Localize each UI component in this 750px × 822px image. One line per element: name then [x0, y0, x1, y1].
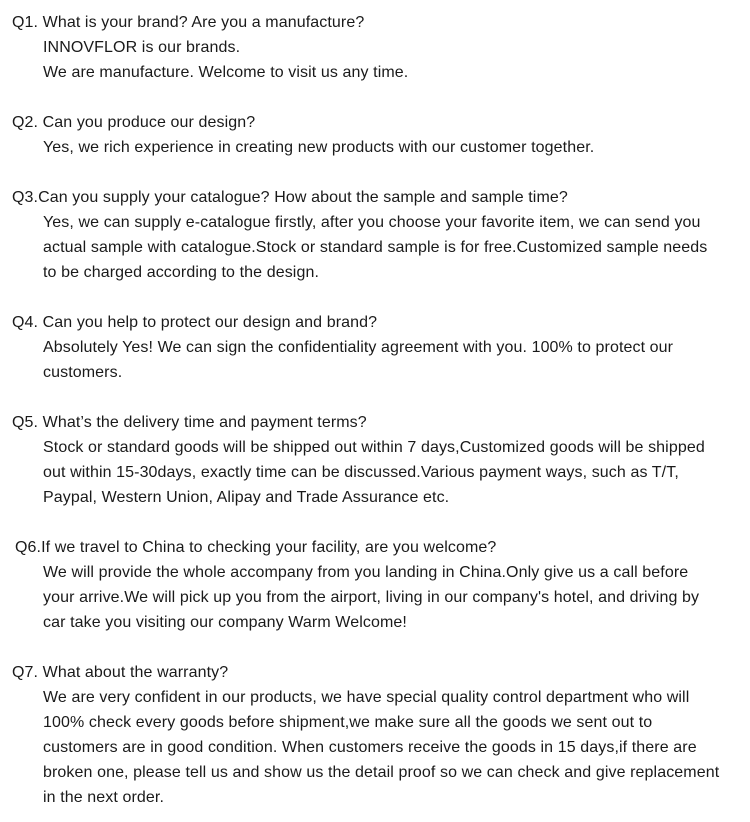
answer-line: car take you visiting our company Warm Welcome!: [43, 614, 407, 631]
question-q3: Q3.Can you supply your catalogue? How about the sample and sample time?: [12, 189, 568, 206]
question-q4: Q4. Can you help to protect our design and brand?: [12, 314, 378, 331]
answer-line: Absolutely Yes! We can sign the confidentiality agreement with you. 100% to protect our: [43, 339, 674, 356]
answer-line: INNOVFLOR is our brands.: [43, 39, 241, 56]
answer-q5: [43, 435, 743, 510]
answer-q6: [43, 560, 743, 635]
answer-line: We will provide the whole accompany from you landing in China.Only give us a call before: [43, 564, 689, 581]
answer-line: customers are in good condition. When customers receive the goods in 15 days,if there are: [43, 739, 697, 756]
question-q5: Q5. What’s the delivery time and payment terms?: [12, 414, 367, 431]
answer-q1: [43, 35, 743, 85]
answer-line: to be charged according to the design.: [43, 264, 319, 281]
answer-line: Paypal, Western Union, Alipay and Trade Assurance etc.: [43, 489, 450, 506]
answer-line: broken one, please tell us and show us the detail proof so we can check and give replacement: [43, 764, 720, 781]
answer-q7: [43, 685, 743, 810]
answer-q3: [43, 210, 743, 285]
question-q7: Q7. What about the warranty?: [12, 664, 229, 681]
answer-line: your arrive.We will pick up you from the airport, living in our company's hotel, and driving by: [43, 589, 700, 606]
question-q1: Q1. What is your brand? Are you a manufacture?: [12, 14, 365, 31]
question-q6: Q6.If we travel to China to checking your facility, are you welcome?: [15, 539, 497, 556]
question-q2: Q2. Can you produce our design?: [12, 114, 256, 131]
answer-line: 100% check every goods before shipment,we make sure all the goods we sent out to: [43, 714, 653, 731]
answer-line: customers.: [43, 364, 123, 381]
answer-q4: [43, 335, 743, 385]
answer-line: out within 15-30days, exactly time can be discussed.Various payment ways, such as T/T,: [43, 464, 679, 481]
answer-q2: [43, 135, 743, 160]
answer-line: We are very confident in our products, we have special quality control department who will: [43, 689, 690, 706]
answer-line: Yes, we rich experience in creating new products with our customer together.: [43, 139, 595, 156]
answer-line: in the next order.: [43, 789, 164, 806]
answer-line: Yes, we can supply e-catalogue firstly, after you choose your favorite item, we can send you: [43, 214, 701, 231]
answer-line: Stock or standard goods will be shipped out within 7 days,Customized goods will be shipped: [43, 439, 705, 456]
answer-line: actual sample with catalogue.Stock or standard sample is for free.Customized sample needs: [43, 239, 708, 256]
answer-line: We are manufacture. Welcome to visit us any time.: [43, 64, 409, 81]
